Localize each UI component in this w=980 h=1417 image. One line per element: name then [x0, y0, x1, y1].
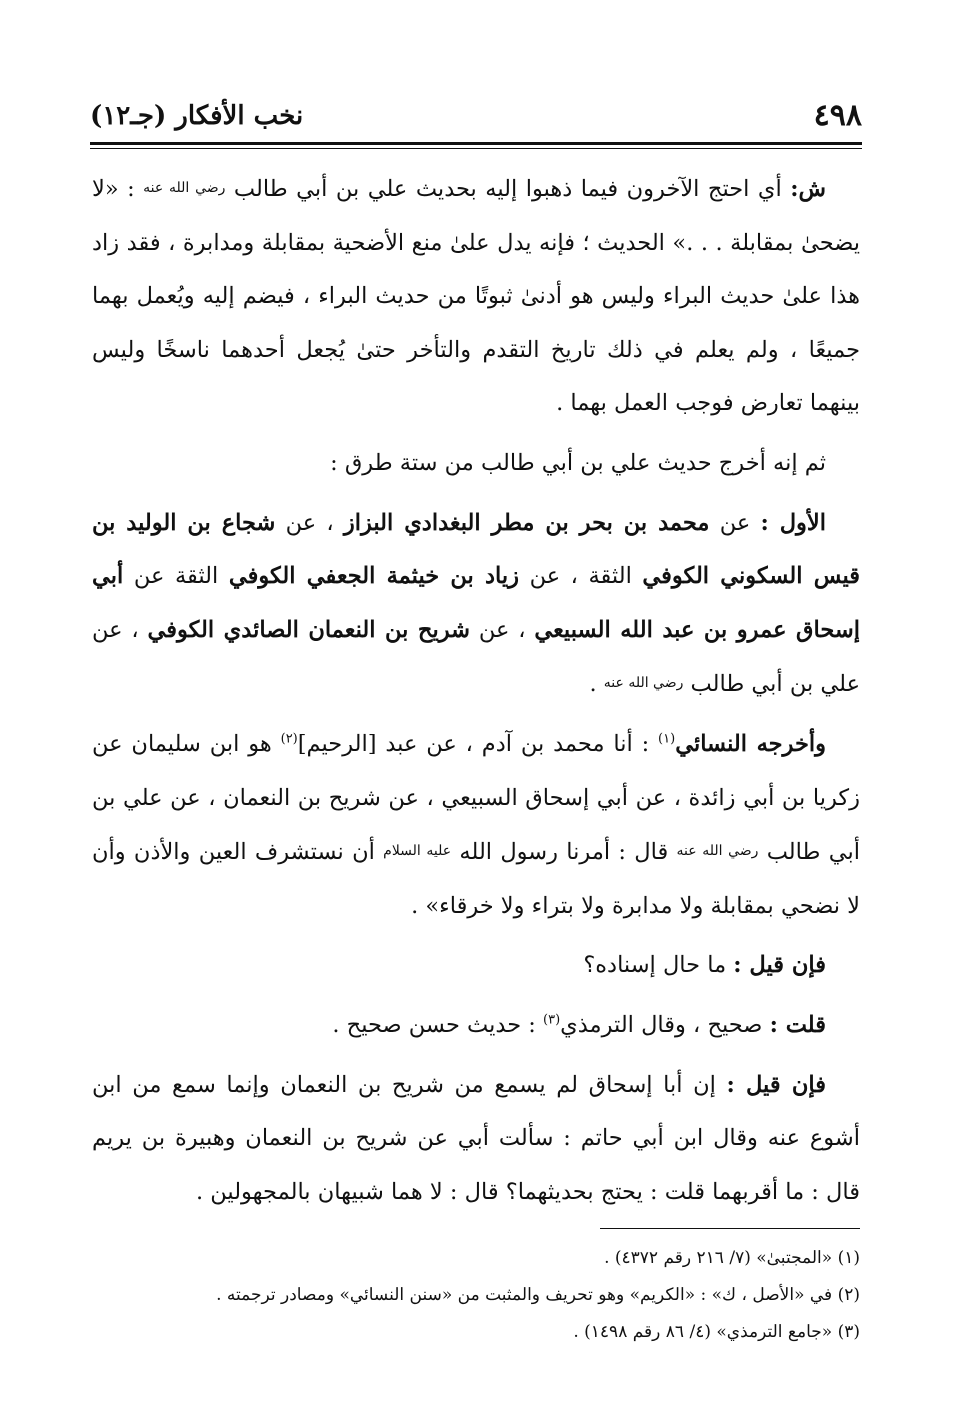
- text-run: ، عن: [469, 616, 535, 643]
- footnote-item: (٣) «جامع الترمذي» (٤/ ٨٦ رقم ١٤٩٨) .: [573, 1322, 860, 1342]
- footnote-item: (٢) في «الأصل ، ك» : «الكريم» وهو تحريف والمثبت من «سنن النسائي» ومصادر ترجمته .: [216, 1285, 860, 1305]
- text-run: إن أبا إسحاق لم يسمع من شريح بن النعمان وإنما سمع من ابن أشوع عنه وقال ابن أبي حاتم : سألت أبي عن شريح بن النعمان وهبيرة بن يريم قال : ما أقربهما قلت : يحتج بحديثهما؟ قال : لا هما شبيهان بالمجهولين .: [92, 1071, 860, 1205]
- running-title: نخب الأفكار (جـ١٢): [90, 101, 304, 131]
- paragraph-question: [92, 939, 860, 993]
- narrator-name: أبي إسحاق عمرو بن عبد الله السبيعي: [92, 563, 860, 643]
- paragraph-intro: ثم إنه أخرج حديث علي بن أبي طالب من ستة طرق :: [330, 449, 826, 476]
- text-run: الثقة ، عن: [519, 563, 643, 590]
- footnote-marker: (٢): [280, 731, 298, 747]
- header-rule-thin: [90, 148, 862, 149]
- honorific-glyph: رضي الله عنه: [676, 843, 759, 860]
- page-header: [90, 96, 862, 136]
- honorific-glyph: رضي الله عنه: [143, 180, 226, 196]
- lead-word: وأخرجه النسائي: [675, 730, 826, 757]
- text-run: : أنا محمد بن آدم ، عن عبد [الرحيم]: [297, 730, 659, 757]
- paragraph-nasai: [92, 718, 860, 933]
- narrator-name: محمد بن بحر بن مطر البغدادي البزاز: [343, 509, 710, 536]
- text-run: أي احتج الآخرون فيما ذهبوا إليه بحديث علي بن أبي طالب: [225, 176, 791, 202]
- text-run: الثقة عن: [123, 563, 229, 590]
- header-rule-thick: [90, 142, 862, 145]
- text-run: ما حال إسناده؟: [583, 952, 734, 979]
- text-run: صحيح ، وقال الترمذي: [560, 1011, 770, 1038]
- narrator-name: شجاع بن الوليد بن قيس السكوني الكوفي: [92, 509, 860, 590]
- text-run: أن نستشرف العين والأذن وأن لا نضحي بمقابلة ولا مدابرة ولا بتراء ولا خرقاء» .: [92, 839, 860, 919]
- honorific-glyph: رضي الله عنه: [603, 675, 684, 692]
- text-run: عن: [709, 509, 761, 536]
- lead-word: ش:: [790, 176, 826, 202]
- paragraph-objection: [92, 1059, 860, 1220]
- text-run: ، عن: [275, 509, 344, 536]
- honorific-glyph: عليه السلام: [383, 843, 452, 860]
- lead-word: فإن قيل :: [733, 952, 826, 979]
- text-run: قال : أمرنا رسول الله: [451, 839, 677, 866]
- lead-word: الأول :: [760, 509, 827, 536]
- footnote-marker: (١): [658, 731, 676, 747]
- footnote-item: (١) «المجتبىٰ» (٧/ ٢١٦ رقم ٤٣٧٢) .: [604, 1248, 860, 1268]
- narrator-name: زياد بن خيثمة الجعفي الكوفي: [228, 563, 520, 590]
- lead-word: قلت :: [769, 1011, 826, 1038]
- page-number: ٤٩٨: [813, 98, 862, 133]
- text-run: .: [589, 671, 604, 698]
- narrator-name: شريح بن النعمان الصائدي الكوفي: [147, 616, 470, 643]
- main-text: [92, 162, 860, 1219]
- text-run: ، عن علي بن أبي طالب: [92, 616, 860, 698]
- lead-word: فإن قيل :: [726, 1071, 826, 1098]
- paragraph-answer: [92, 999, 860, 1053]
- paragraph-first-chain: [92, 497, 860, 712]
- text-run: : «لا يضحىٰ بمقابلة . . .» الحديث ؛ فإنه يدل علىٰ منع الأضحية بمقابلة ومدابرة ، فقد زاد هذا علىٰ حديث البراء وليس هو أدنىٰ ثبوتًا من حديث البراء ، فيضم إليه ويُعمل بهما جميعًا ، ولم يعلم في ذلك تاريخ التقدم والتأخر حتىٰ يُجعل أحدهما ناسخًا وليس بينهما تعارض فوجب العمل بهما .: [92, 176, 860, 417]
- footnote-marker: (٣): [543, 1012, 561, 1028]
- text-run: : حديث حسن صحيح .: [332, 1011, 543, 1038]
- text-run: هو ابن سليمان عن زكريا بن أبي زائدة ، عن أبي إسحاق السبيعي ، عن شريح بن النعمان ، عن علي بن أبي طالب: [92, 730, 860, 866]
- footnotes: [92, 1240, 860, 1351]
- footnote-rule: [600, 1228, 860, 1229]
- paragraph-commentary: [92, 162, 860, 431]
